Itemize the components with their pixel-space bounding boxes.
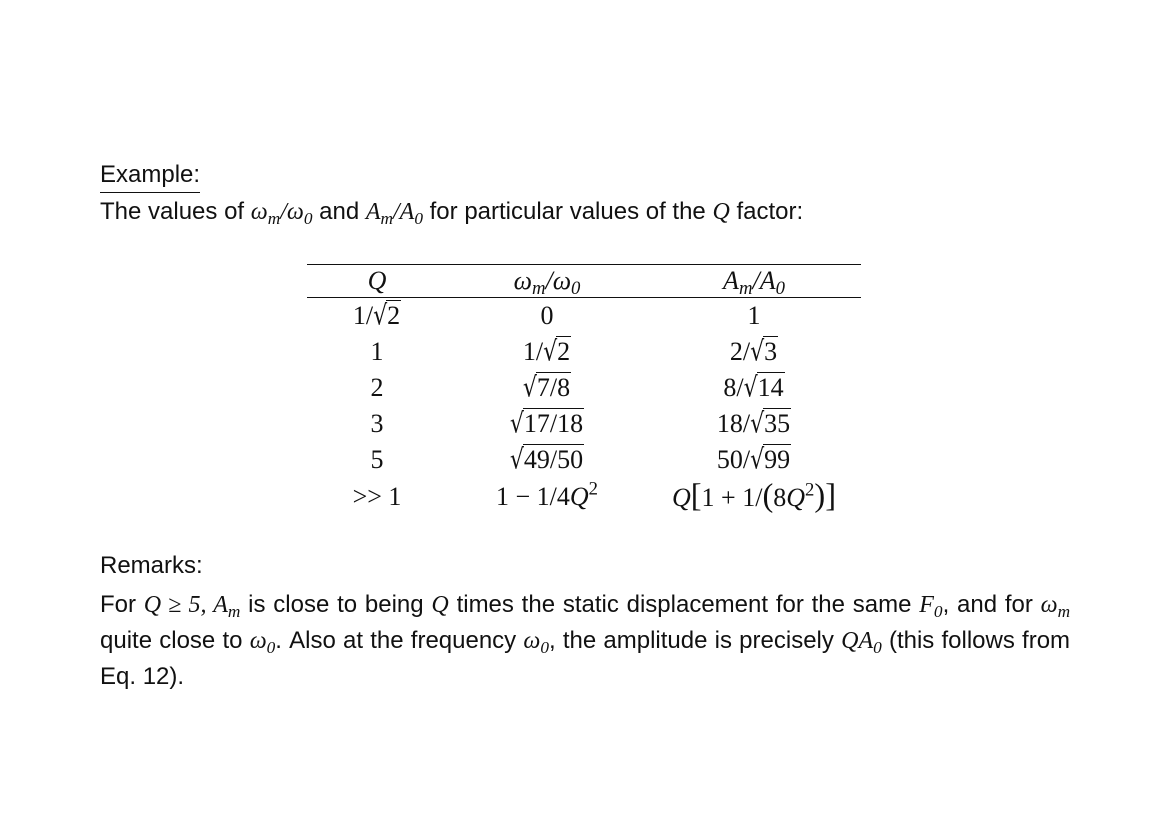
cell-amplitude-ratio: 8/√14 [723, 371, 784, 404]
intro-text-1: The values of [100, 198, 245, 225]
remarks-text: (this follows from Eq. 12). [100, 627, 1071, 690]
intro-text-2: and [319, 198, 360, 225]
remarks-text: is close to being [248, 591, 424, 618]
cell-q: 5 [370, 445, 384, 474]
table-row [307, 442, 861, 478]
cell-omega-ratio: 0 [540, 301, 554, 330]
example-heading: Example: [100, 159, 200, 193]
cell-q: 3 [370, 409, 384, 438]
cell-omega-ratio: √49/50 [509, 443, 584, 476]
remarks-text: times the static displacement for the same [456, 591, 912, 618]
remarks-text: quite close to [100, 627, 243, 654]
remarks-expr: Q ≥ 5, $A_m$ [143, 592, 241, 621]
table-row [307, 370, 861, 406]
remarks-expr: $\omega_0$ [523, 628, 549, 657]
header-q: Q [367, 266, 387, 295]
remarks-expr: $\omega_m$ [1040, 592, 1071, 621]
cell-q: >> 1 [352, 481, 402, 511]
table-row [307, 478, 861, 515]
remarks-expr: $QA_0$ [841, 628, 882, 657]
cell-amplitude-ratio: 2/√3 [729, 335, 778, 368]
intro-text-4: factor: [736, 198, 804, 225]
table-header-row [307, 265, 861, 298]
q-factor-table [307, 264, 861, 515]
table-row [307, 298, 861, 335]
header-omega-ratio: $\omega_m/\omega_0$ [513, 266, 581, 300]
header-amplitude-ratio: $A_m/A_0$ [723, 266, 785, 300]
cell-omega-ratio: √7/8 [522, 371, 571, 404]
remarks-text: , the amplitude is precisely [548, 627, 834, 654]
intro-expr-1: $\omega_m/\omega_0$ [250, 199, 313, 228]
intro-text-3: for particular values of the [429, 198, 706, 225]
cell-q: 1/√2 [352, 299, 401, 332]
table-row [307, 334, 861, 370]
remarks-heading: Remarks: [100, 552, 203, 579]
remarks-text: , and for [942, 591, 1033, 618]
cell-q: 2 [370, 373, 384, 402]
table-row [307, 406, 861, 442]
cell-q: 1 [370, 337, 384, 366]
cell-amplitude-ratio: $Q[1 + 1/(8Q^2)]$ [671, 478, 837, 514]
remarks-expr: $F_0$ [919, 592, 943, 621]
cell-omega-ratio: √17/18 [509, 407, 584, 440]
cell-amplitude-ratio: 1 [747, 301, 761, 330]
cell-omega-ratio: $1 - 1/4Q^2$ [495, 478, 599, 511]
remarks-expr: $\omega_0$ [249, 628, 276, 657]
cell-omega-ratio: 1/√2 [522, 335, 571, 368]
remarks-text: For [100, 591, 136, 618]
intro-expr-2: $A_m/A_0$ [365, 199, 423, 228]
remarks-expr: Q [431, 592, 449, 618]
intro-expr-3: Q [712, 199, 730, 225]
remarks-paragraph [100, 587, 1070, 695]
cell-amplitude-ratio: 50/√99 [716, 443, 791, 476]
remarks-text: . Also at the frequency [275, 627, 517, 654]
intro-sentence [100, 196, 803, 228]
cell-amplitude-ratio: 18/√35 [716, 407, 791, 440]
